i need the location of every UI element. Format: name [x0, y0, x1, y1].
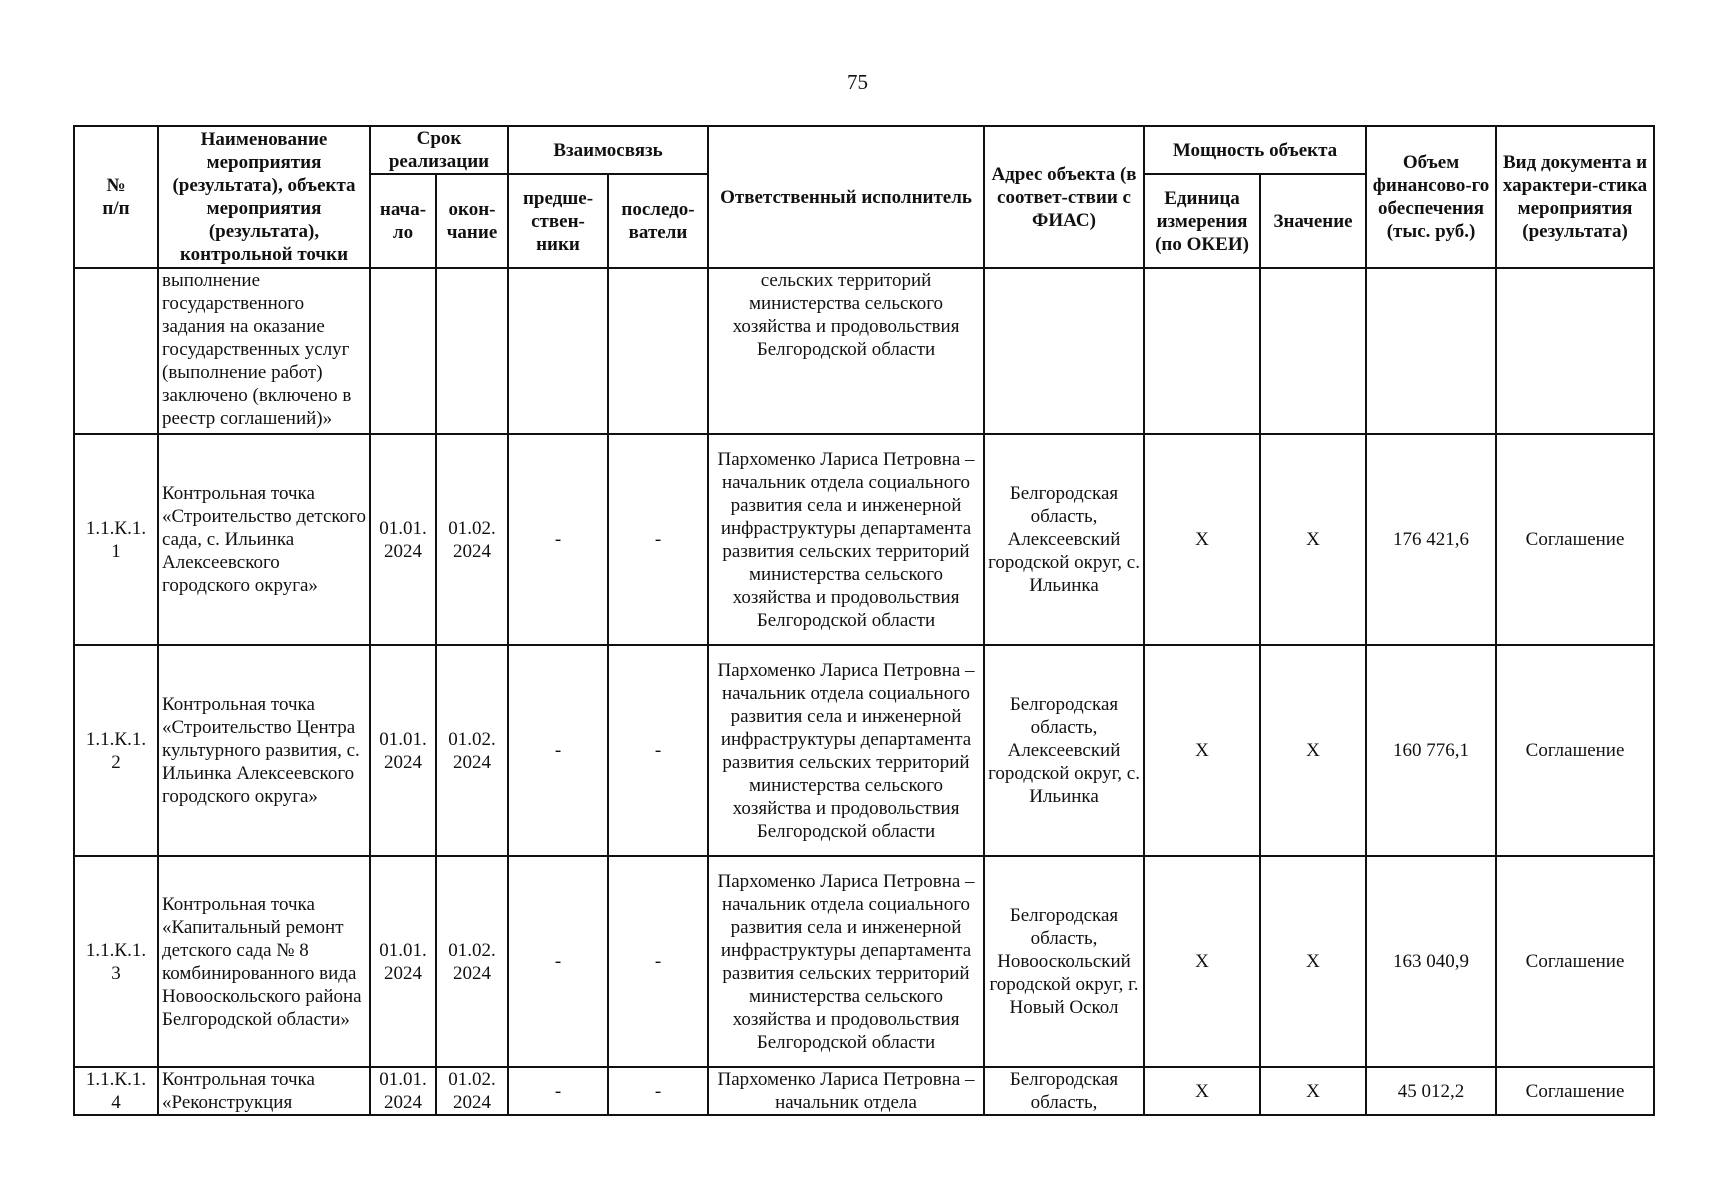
cell-name: Контрольная точка «Строительство Центра культурного развития, с. Ильинка Алексеевского городского округа» [158, 645, 370, 856]
cell-start: 01.01. 2024 [370, 1067, 436, 1115]
cell-pred: - [508, 434, 608, 645]
cell-name: Контрольная точка «Строительство детского сада, с. Ильинка Алексеевского городского округа» [158, 434, 370, 645]
events-table [73, 125, 1655, 1116]
cell-doc: Соглашение [1496, 434, 1654, 645]
cell-executor: Пархоменко Лариса Петровна – начальник отдела социального развития села и инженерной инфраструктуры департамента развития сельских территорий министерства сельского хозяйства и продовольствия Белгородской области [708, 434, 984, 645]
cell-finance [1366, 268, 1496, 434]
cell-executor: Пархоменко Лариса Петровна – начальник отдела [708, 1067, 984, 1115]
cell-num [74, 268, 158, 434]
header-finance: Объем финансово-го обеспечения (тыс. руб.) [1366, 126, 1496, 268]
header-doc-type: Вид документа и характери-стика мероприятия (результата) [1496, 126, 1654, 268]
header-link-succ: последо- ватели [608, 174, 708, 268]
cell-pred: - [508, 645, 608, 856]
table-row [74, 434, 1654, 645]
cell-start: 01.01. 2024 [370, 856, 436, 1067]
cell-value: X [1260, 856, 1366, 1067]
cell-succ: - [608, 645, 708, 856]
cell-unit: X [1144, 434, 1260, 645]
cell-unit: X [1144, 1067, 1260, 1115]
cell-succ: - [608, 1067, 708, 1115]
cell-finance: 45 012,2 [1366, 1067, 1496, 1115]
cell-start: 01.01. 2024 [370, 434, 436, 645]
cell-name: Контрольная точка «Капитальный ремонт детского сада № 8 комбинированного вида Новооскольского района Белгородской области» [158, 856, 370, 1067]
cell-address: Белгородская область, Новооскольский городской округ, г. Новый Оскол [984, 856, 1144, 1067]
cell-num: 1.1.К.1. 1 [74, 434, 158, 645]
cell-end: 01.02. 2024 [436, 856, 508, 1067]
header-capacity: Мощность объекта [1144, 126, 1366, 174]
cell-succ: - [608, 434, 708, 645]
cell-value: X [1260, 645, 1366, 856]
cell-succ: - [608, 856, 708, 1067]
table-row [74, 268, 1654, 434]
cell-doc: Соглашение [1496, 645, 1654, 856]
cell-end: 01.02. 2024 [436, 1067, 508, 1115]
header-link-pred: предше- ствен- ники [508, 174, 608, 268]
cell-unit: X [1144, 645, 1260, 856]
cell-value: X [1260, 434, 1366, 645]
cell-value [1260, 268, 1366, 434]
cell-address: Белгородская область, Алексеевский городской округ, с. Ильинка [984, 645, 1144, 856]
table-row [74, 856, 1654, 1067]
cell-address: Белгородская область, Алексеевский городской округ, с. Ильинка [984, 434, 1144, 645]
cell-num: 1.1.К.1. 4 [74, 1067, 158, 1115]
cell-executor: Пархоменко Лариса Петровна – начальник отдела социального развития села и инженерной инфраструктуры департамента развития сельских территорий министерства сельского хозяйства и продовольствия Белгородской области [708, 856, 984, 1067]
cell-start [370, 268, 436, 434]
cell-num: 1.1.К.1. 2 [74, 645, 158, 856]
header-address: Адрес объекта (в соответ-ствии с ФИАС) [984, 126, 1144, 268]
header-capacity-unit: Единица измерения (по ОКЕИ) [1144, 174, 1260, 268]
cell-end: 01.02. 2024 [436, 645, 508, 856]
cell-finance: 163 040,9 [1366, 856, 1496, 1067]
cell-executor: Пархоменко Лариса Петровна – начальник отдела социального развития села и инженерной инфраструктуры департамента развития сельских территорий министерства сельского хозяйства и продовольствия Белгородской области [708, 645, 984, 856]
table-row [74, 645, 1654, 856]
table-row [74, 1067, 1654, 1115]
cell-end: 01.02. 2024 [436, 434, 508, 645]
header-capacity-value: Значение [1260, 174, 1366, 268]
cell-pred [508, 268, 608, 434]
cell-address [984, 268, 1144, 434]
cell-end [436, 268, 508, 434]
cell-address: Белгородская область, [984, 1067, 1144, 1115]
cell-pred: - [508, 1067, 608, 1115]
cell-executor: сельских территорий министерства сельского хозяйства и продовольствия Белгородской области [708, 268, 984, 434]
cell-doc: Соглашение [1496, 856, 1654, 1067]
header-term: Срок реализации [370, 126, 508, 174]
page-number: 75 [847, 70, 868, 94]
cell-finance: 160 776,1 [1366, 645, 1496, 856]
header-num: № п/п [74, 126, 158, 268]
cell-doc: Соглашение [1496, 1067, 1654, 1115]
cell-value: X [1260, 1067, 1366, 1115]
cell-start: 01.01. 2024 [370, 645, 436, 856]
cell-finance: 176 421,6 [1366, 434, 1496, 645]
header-name: Наименование мероприятия (результата), объекта мероприятия (результата), контрольной точки [158, 126, 370, 268]
header-term-end: окон- чание [436, 174, 508, 268]
header-term-start: нача- ло [370, 174, 436, 268]
cell-num: 1.1.К.1. 3 [74, 856, 158, 1067]
cell-unit: X [1144, 856, 1260, 1067]
cell-doc [1496, 268, 1654, 434]
header-executor: Ответственный исполнитель [708, 126, 984, 268]
cell-name: выполнение государственного задания на оказание государственных услуг (выполнение работ) заключено (включено в реестр соглашений)» [158, 268, 370, 434]
cell-succ [608, 268, 708, 434]
cell-name: Контрольная точка «Реконструкция [158, 1067, 370, 1115]
cell-unit [1144, 268, 1260, 434]
cell-pred: - [508, 856, 608, 1067]
header-link: Взаимосвязь [508, 126, 708, 174]
